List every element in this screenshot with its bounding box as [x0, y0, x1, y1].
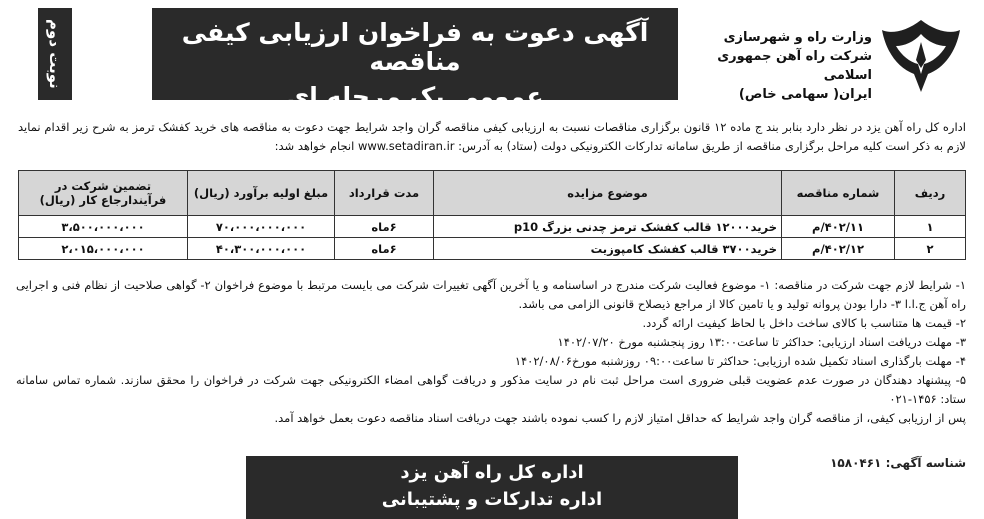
col-duration: مدت قرارداد [335, 171, 434, 216]
conditions-list [16, 276, 966, 428]
col-guarantee: تضمین شرکت در فرآیندارجاع کار (ریال) [19, 171, 188, 216]
railway-wing-logo-icon [876, 12, 966, 98]
ad-number [830, 456, 966, 470]
title-line-2: عمومی یک مرحله ای [286, 82, 544, 111]
turn-badge: نوبت دوم [38, 8, 72, 100]
table-row [19, 216, 966, 238]
signature-box [246, 456, 738, 519]
col-tender-number: شماره مناقصه [782, 171, 895, 216]
ministry-name: وزارت راه و شهرسازی [723, 30, 872, 45]
company-type: ایران( سهامی خاص) [738, 87, 872, 102]
cell-estimate: ۷۰،۰۰۰،۰۰۰،۰۰۰ [188, 216, 335, 238]
footer-office: اداره کل راه آهن یزد [400, 462, 584, 483]
title-line-1: آگهی دعوت به فراخوان ارزیابی کیفی مناقصه [181, 18, 649, 76]
cell-row: ۱ [895, 216, 966, 238]
closing-note: پس از ارزیابی کیفی، از مناقصه گران واجد شرایط که حداقل امتیاز لازم را کسب نموده باشند جهت دریافت اسناد مناقصه دعوت بعمل خواهد آمد. [274, 411, 966, 425]
condition-item: ۴- مهلت بارگذاری اسناد تکمیل شده ارزیابی: حداکثر تا ساعت۰۹:۰۰ روزشنبه مورخ۱۴۰۲/۰۸/۰۶ [514, 354, 966, 368]
footer-department: اداره تدارکات و پشتیبانی [381, 489, 603, 510]
condition-item: ۱- شرایط لازم جهت شرکت در مناقصه: ۱- موضوع فعالیت شرکت مندرج در اساسنامه و یا آخرین آگهی تغییرات شرکت می بایست مرتبط با موضوع فراخوان ۲- گواهی صلاحیت از نظام فنی و اجرایی راه آهن ج.ا.ا ۳- دارا بودن پروانه تولید و یا تامین کالا از مراجع ذیصلاح قانونی الزامی می باشد. [16, 278, 966, 311]
table-row [19, 238, 966, 260]
company-name: شرکت راه آهن جمهوری اسلامی [717, 49, 872, 83]
cell-duration: ۶ماه [335, 238, 434, 260]
cell-subject: خرید۱۲۰۰۰ قالب کفشک ترمز چدنی بزرگ p10 [434, 216, 782, 238]
ad-number-value: ۱۵۸۰۴۶۱ [830, 456, 882, 470]
col-estimate: مبلغ اولیه برآورد (ریال) [188, 171, 335, 216]
cell-guarantee: ۳،۵۰۰،۰۰۰،۰۰۰ [19, 216, 188, 238]
cell-tender-number: ۴۰۲/۱۱/م [782, 216, 895, 238]
tender-table [18, 170, 966, 260]
cell-estimate: ۴۰،۳۰۰،۰۰۰،۰۰۰ [188, 238, 335, 260]
notice-title [152, 8, 678, 111]
cell-row: ۲ [895, 238, 966, 260]
col-row: ردیف [895, 171, 966, 216]
condition-item: ۵- پیشنهاد دهندگان در صورت عدم عضویت قبلی ضروری است مراحل ثبت نام در سایت مذکور و دریافت گواهی امضاء الکترونیکی جهت شرکت در فراخوان را محقق سازند. شماره تماس سامانه ستاد: ۱۴۵۶-۰۲۱ [16, 373, 966, 406]
condition-item: ۲- قیمت ها متناسب با کالای ساخت داخل با لحاظ کیفیت ارائه گردد. [642, 316, 966, 330]
table-header-row [19, 171, 966, 216]
cell-tender-number: ۴۰۲/۱۲/م [782, 238, 895, 260]
issuer-block [702, 28, 872, 104]
cell-subject: خرید۳۷۰۰ قالب کفشک کامپوزیت [434, 238, 782, 260]
col-subject: موضوع مزایده [434, 171, 782, 216]
cell-guarantee: ۲،۰۱۵،۰۰۰،۰۰۰ [19, 238, 188, 260]
cell-duration: ۶ماه [335, 216, 434, 238]
intro-paragraph: اداره کل راه آهن یزد در نظر دارد بنابر بند ج ماده ۱۲ قانون برگزاری مناقصات نسبت به ارزیابی کیفی مناقصه گران واجد شرایط جهت دعوت به مناقصه های خرید کفشک ترمز به شرح زیر اقدام نماید لازم به ذکر است کلیه مراحل برگزاری مناقصه از طریق سامانه تدارکات الکترونیکی دولت (ستاد) به آدرس: www.setadiran.ir انجام خواهد شد: [18, 120, 966, 153]
ad-number-label: شناسه آگهی: [885, 456, 966, 470]
condition-item: ۳- مهلت دریافت اسناد ارزیابی: حداکثر تا ساعت۱۳:۰۰ روز پنجشنبه مورخ ۱۴۰۲/۰۷/۲۰ [557, 335, 966, 349]
